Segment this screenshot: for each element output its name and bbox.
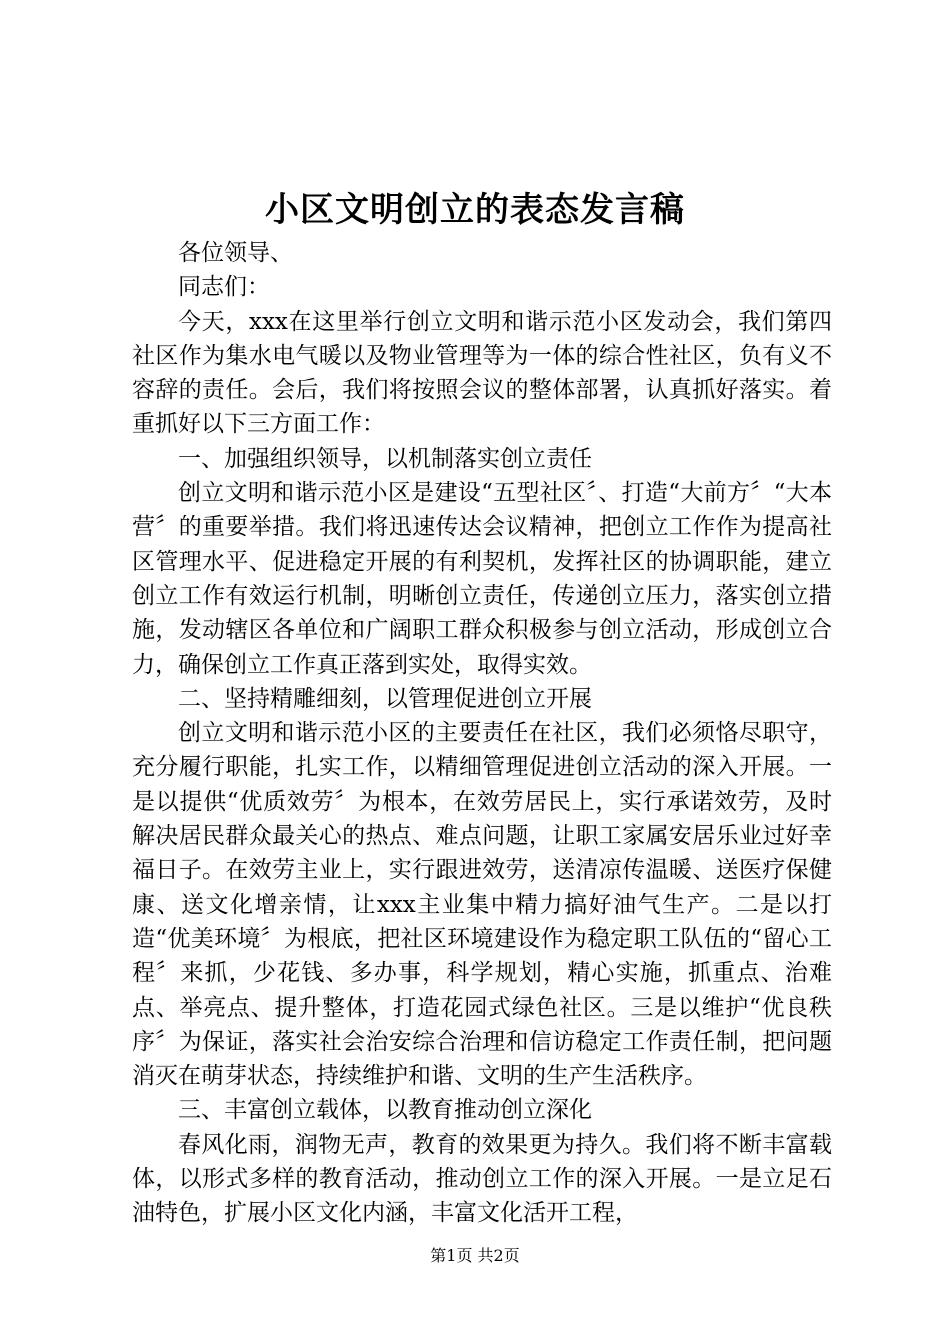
page-footer: 第1页 共2页 bbox=[430, 1246, 520, 1265]
section-paragraph-1: 创立文明和谐示范小区是建设“五型社区〞、打造“大前方〞“大本营〞的重要举措。我们将迅速传达会议精神，把创立工作作为提高社区管理水平、促进稳定开展的有利契机，发挥社区的协调职能，建立创立工作有效运行机制，明晰创立责任，传递创立压力，落实创立措施，发动辖区各单位和广阔职工群众积极参与创立活动，形成创立合力，确保创立工作真正落到实处，取得实效。 bbox=[132, 480, 832, 678]
section-heading-1: 一、加强组织领导，以机制落实创立责任 bbox=[178, 445, 592, 472]
section-paragraph-3: 春风化雨，润物无声，教育的效果更为持久。我们将不断丰富载体，以形式多样的教育活动，推动创立工作的深入开展。一是立足石油特色，扩展小区文化内涵，丰富文化活开工程， bbox=[132, 1131, 832, 1227]
intro-paragraph: 今天，xxx在这里举行创立文明和谐示范小区发动会，我们第四社区作为集水电气暖以及物业管理等为一体的综合性社区，负有义不容辞的责任。会后，我们将按照会议的整体部署，认真抓好落实。着重抓好以下三方面工作： bbox=[132, 308, 832, 438]
section-paragraph-2: 创立文明和谐示范小区的主要责任在社区，我们必须恪尽职守，充分履行职能，扎实工作，以精细管理促进创立活动的深入开展。一是以提供“优质效劳〞为根本，在效劳居民上，实行承诺效劳，及时解决居民群众最关心的热点、难点问题，让职工家属安居乐业过好幸福日子。在效劳主业上，实行跟进效劳，送清凉传温暖、送医疗保健康、送文化增亲情，让xxx主业集中精力搞好油气生产。二是以打造“优美环境〞为根底，把社区环境建设作为稳定职工队伍的“留心工程〞来抓，少花钱、多办事，科学规划，精心实施，抓重点、治难点、举亮点、提升整体，打造花园式绿色社区。三是以维护“优良秩序〞为保证，落实社会治安综合治理和信访稳定工作责任制，把问题消灭在萌芽状态，持续维护和谐、文明的生产生活秩序。 bbox=[132, 720, 832, 1090]
salutation-comrades: 同志们： bbox=[178, 274, 270, 301]
salutation-leaders: 各位领导、 bbox=[178, 240, 293, 266]
document-title: 小区文明创立的表态发言稿 bbox=[265, 190, 685, 230]
section-heading-3: 三、丰富创立载体，以教育推动创立深化 bbox=[178, 1097, 592, 1124]
document-body bbox=[132, 236, 832, 1231]
section-heading-2: 二、坚持精雕细刻，以管理促进创立开展 bbox=[178, 685, 592, 712]
